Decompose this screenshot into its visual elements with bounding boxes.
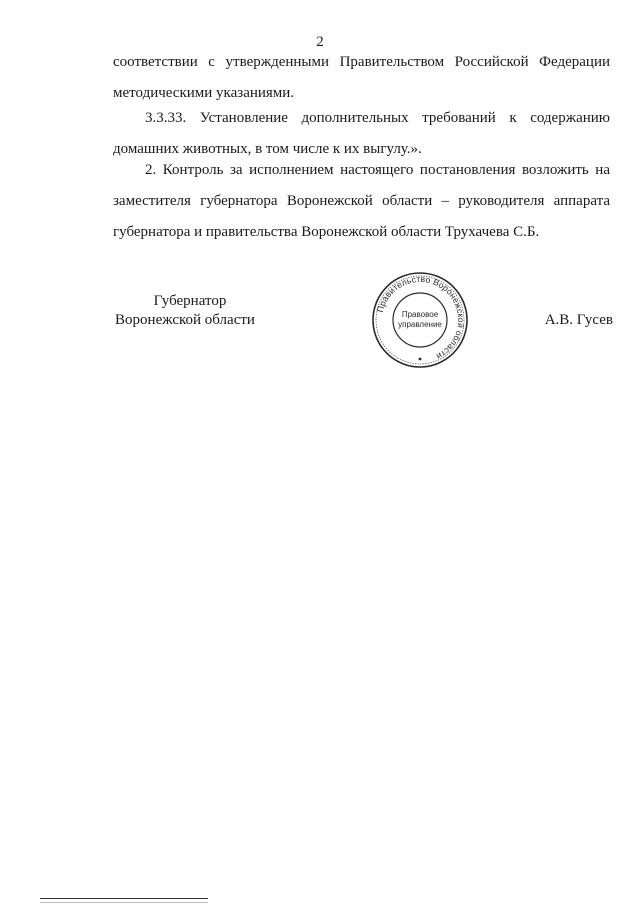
paragraph-line: соответствии с утвержденными Правительством Российской Федерации (113, 54, 610, 70)
paragraph-line: губернатора и правительства Воронежской области Трухачева С.Б. (113, 224, 540, 240)
signatory-name: А.В. Гусев (544, 312, 613, 328)
seal-inner-text-1: Правовое (401, 310, 439, 319)
signatory-title-line-1: Губернатор (153, 293, 227, 309)
seal-inner-text-2: управление (398, 320, 442, 329)
official-seal (370, 270, 470, 370)
seal-outer-text: Правительство Воронежской области (374, 273, 467, 362)
paragraph-line: методическими указаниями. (113, 85, 295, 101)
paragraph-line: 3.3.33. Установление дополнительных требований к содержанию (145, 110, 610, 126)
paragraph-control-clause (113, 155, 610, 248)
paragraph-continuation (113, 47, 610, 109)
footer-rule (40, 898, 208, 899)
page-number: 2 (316, 34, 324, 50)
paragraph-line: 2. Контроль за исполнением настоящего постановления возложить на (145, 162, 610, 178)
footer-rule-faint (40, 902, 208, 903)
signatory-title-line-2: Воронежской области (115, 312, 255, 328)
seal-star-mark (419, 358, 422, 361)
paragraph-line: домашних животных, в том числе к их выгулу.». (113, 141, 422, 157)
paragraph-line: заместителя губернатора Воронежской области – руководителя аппарата (113, 193, 610, 209)
